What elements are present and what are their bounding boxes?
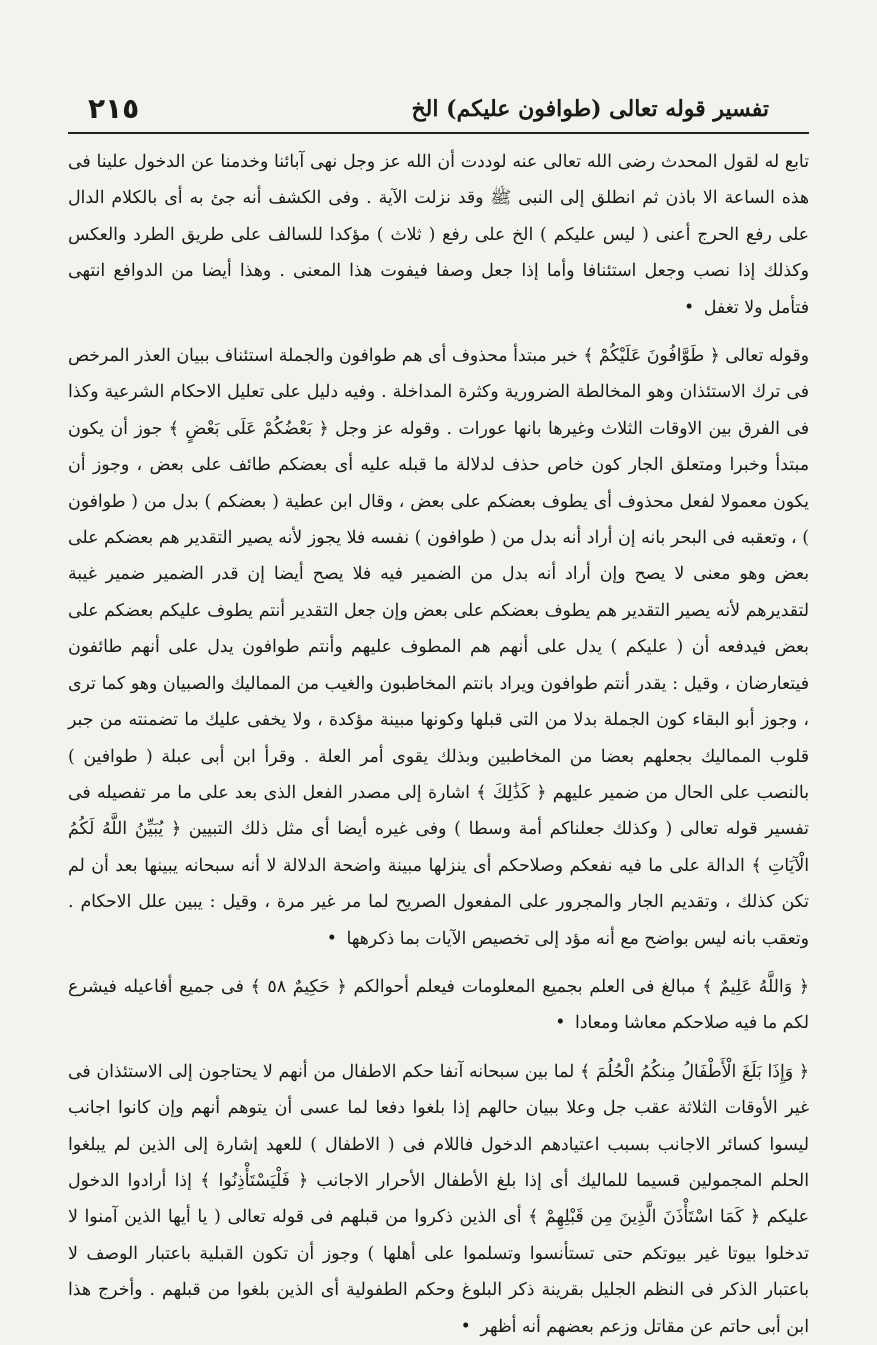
running-title: تفسير قوله تعالى (طوافون عليكم) الخ [411, 96, 769, 122]
paragraph-end-mark: • [684, 297, 695, 318]
paragraph-text: وقوله تعالى ﴿ طَوَّافُونَ عَلَيْكُمْ ﴾ خبر مبتدأ محذوف أى هم طوافون والجملة استئناف ببيان العذر المرخص فى ترك الاستئذان وهو المخالطة الضرورية وكثرة المداخلة . وفيه دليل على تعليل الاحكام الشرعية وكذا فى الفرق بين الاوقات الثلاث وغيرها بانها عورات . وقوله عز وجل ﴿ بَعْضُكُمْ عَلَى بَعْضٍ ﴾ جوز أن يكون مبتدأ وخبرا ومتعلق الجار كون خاص حذف لدلالة ما قبله عليه أى بعضكم طائف على بعض ، وجوز أن يكون معمولا لفعل محذوف أى يطوف بعضكم على بعض ، وقال ابن عطية ( بعضكم ) بدل من ( طوافون ) ، وتعقبه فى البحر بانه إن أراد أنه بدل من ( طوافون ) نفسه فلا يجوز لأنه يصير التقدير هم بعضكم على بعض وهو معنى لا يصح وإن أراد أنه بدل من الضمير فيه فلا يصح أيضا إن قدر الضمير ضمير غيبة لتقديرهم لأنه يصير التقدير هم يطوف بعضكم على بعض وإن جعل التقدير أنتم يطوف عليكم بعضكم على بعض فيدفعه أن ( عليكم ) يدل على أنهم هم المطوف عليهم وأنتم طوافون يدل على أنهم طائفون فيتعارضان ، وقيل : يقدر أنتم طوافون ويراد بانتم المخاطبون والغيب من المماليك والصبيان وهو كما ترى ، وجوز أبو البقاء كون الجملة بدلا من التى قبلها وكونها مبينة مؤكدة ، ولا يخفى عليك ما تضمنته من جبر قلوب المماليك بجعلهم بعضا من المخاطبين وبذلك يقوى أمر العلة . وقرأ ابن أبى عبلة ( طوافين ) بالنصب على الحال من ضمير عليهم ﴿ كَذَٰلِكَ ﴾ اشارة إلى مصدر الفعل الذى بعد على ما مر تفصيله فى تفسير قوله تعالى ( وكذلك جعلناكم أمة وسطا ) وفى غيره أيضا أى مثل ذلك التبيين ﴿ يُبَيِّنُ اللَّهُ لَكُمُ الْآيَاتِ ﴾ الدالة على ما فيه نفعكم وصلاحكم أى ينزلها مبينة واضحة الدلالة لا أنه سبحانه يبينها بعد أن لم تكن كذلك ، وتقديم الجار والمجرور على المفعول الصريح لما مر غير مرة ، وقيل : يبين علل الاحكام . وتعقب بانه ليس بواضح مع أنه مؤد إلى تخصيص الآيات بما ذكرهها [68, 346, 809, 949]
paragraph-end-mark: • [460, 1316, 471, 1337]
paragraph-end-mark: • [555, 1013, 566, 1034]
paragraph-text: ﴿ وَاللَّهُ عَلِيمٌ ﴾ مبالغ فى العلم بجميع المعلومات فيعلم أحوالكم ﴿ حَكِيمٌ ٥٨ ﴾ فى جميع أفاعيله فيشرع لكم ما فيه صلاحكم معاشا ومعادا [68, 976, 809, 1034]
paragraph-end-mark: • [326, 928, 337, 949]
paragraph [68, 144, 809, 326]
paragraph [68, 338, 809, 957]
page-number: ٢١٥ [88, 92, 140, 125]
paragraph [68, 969, 809, 1042]
running-header [68, 92, 809, 134]
paragraph-text: ﴿ وَإِذَا بَلَغَ الْأَطْفَالُ مِنكُمُ الْحُلُمَ ﴾ لما بين سبحانه آنفا حكم الاطفال من أنهم لا يحتاجون إلى الاستئذان فى غير الأوقات الثلاثة عقب جل وعلا ببيان حالهم إذا بلغوا دفعا لما عسى أن يتوهم أنهم وإن كانوا اجانب ليسوا كسائر الاجانب بسبب اعتيادهم الدخول فاللام فى ( الاطفال ) للعهد إشارة إلى الذين لم يبلغوا الحلم المجمولين قسيما للماليك أى إذا بلغ الأطفال الأحرار الاجانب ﴿ فَلْيَسْتَأْذِنُوا ﴾ إذا أرادوا الدخول عليكم ﴿ كَمَا اسْتَأْذَنَ الَّذِينَ مِن قَبْلِهِمْ ﴾ أى الذين ذكروا من قبلهم فى قوله تعالى ( يا أيها الذين آمنوا لا تدخلوا بيوتا غير بيوتكم حتى تستأنسوا وتسلموا على أهلها ) وجوز أن تكون القبلية باعتبار الوصف لا باعتبار الذكر فى النظم الجليل بقرينة ذكر البلوغ وحكم الطفولية أى الذين بلغوا من قبلهم . وأخرج هذا ابن أبى حاتم عن مقاتل وزعم بعضهم أنه أظهر [68, 1061, 809, 1337]
paragraph [68, 1054, 809, 1345]
paragraph-text: تابع له لقول المحدث رضى الله تعالى عنه لوددت أن الله عز وجل نهى آبائنا وخدمنا عن الدخول علينا فى هذه الساعة الا باذن ثم انطلق إلى النبى ﷺ وقد نزلت الآية . وفى الكشف أنه جئ به أى بالكلام الدال على رفع الحرج أعنى ( ليس عليكم ) الخ على رفع ( ثلاث ) مؤكدا للسالف على طريق الطرد والعكس وكذلك إذا نصب وجعل استئنافا وأما إذا جعل وصفا فيفوت هذا المعنى . وهذا أيضا من الدوافع انتهى فتأمل ولا تغفل [68, 152, 809, 318]
page-body [68, 144, 809, 1345]
